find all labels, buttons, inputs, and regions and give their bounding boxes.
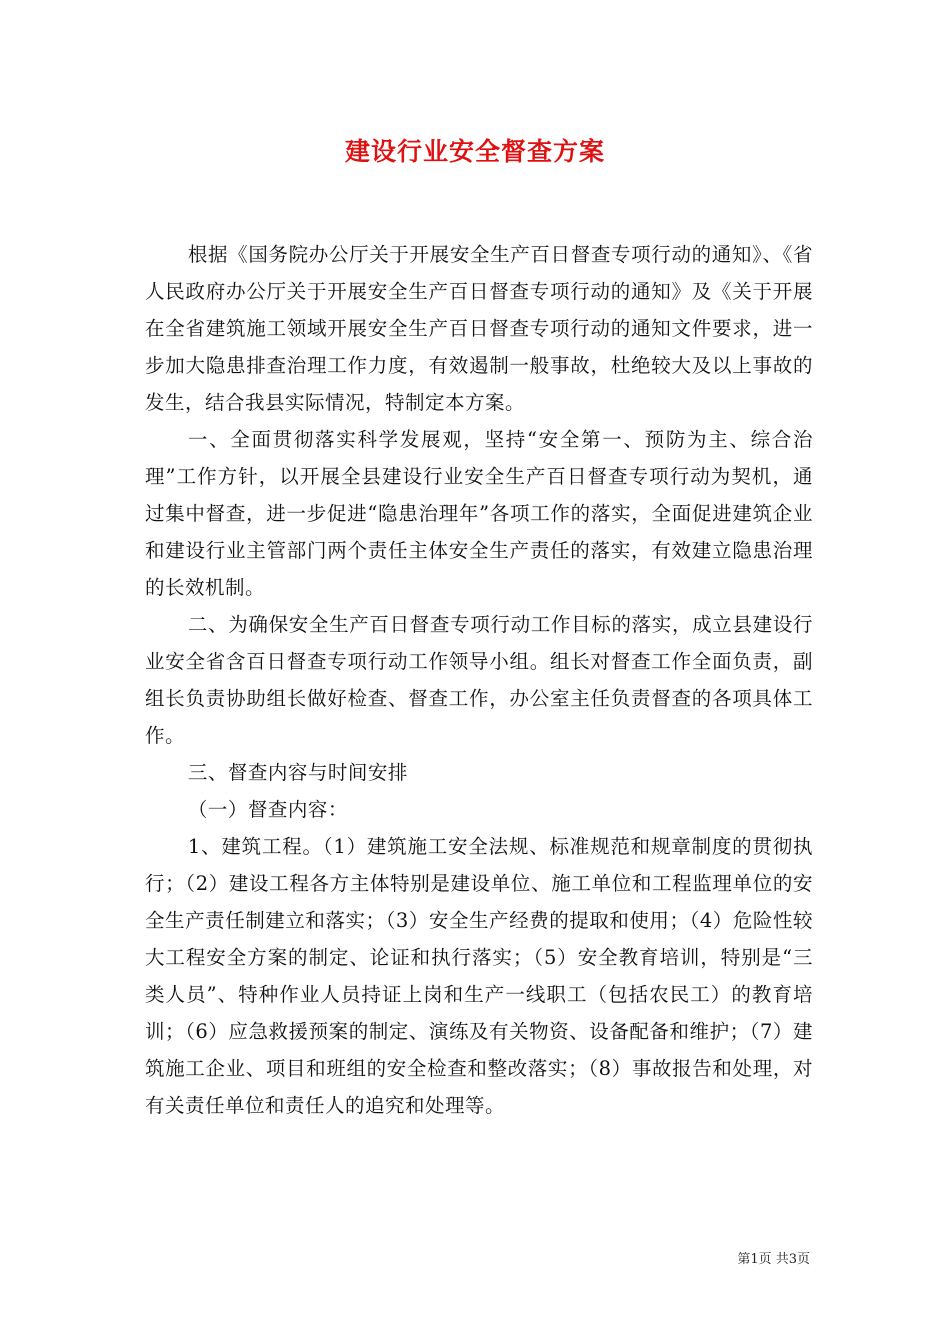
document-body	[145, 236, 813, 1124]
paragraph-section-1: 一、全面贯彻落实科学发展观，坚持“安全第一、预防为主、综合治理”工作方针，以开展全县建设行业安全生产百日督查专项行动为契机，通过集中督查，进一步促进“隐患治理年”各项工作的落实，全面促进建筑企业和建设行业主管部门两个责任主体安全生产责任的落实，有效建立隐患治理的长效机制。	[145, 428, 813, 599]
paragraph-section-3-heading: 三、督查内容与时间安排	[187, 761, 408, 784]
paragraph-section-2: 二、为确保安全生产百日督查专项行动工作目标的落实，成立县建设行业安全省含百日督查专项行动工作领导小组。组长对督查工作全面负责，副组长负责协助组长做好检查、督查工作，办公室主任负责督查的各项具体工作。	[145, 613, 813, 747]
paragraph-intro: 根据《国务院办公厅关于开展安全生产百日督查专项行动的通知》、《省人民政府办公厅关于开展安全生产百日督查专项行动的通知》及《关于开展在全省建筑施工领域开展安全生产百日督查专项行动的通知文件要求，进一步加大隐患排查治理工作力度，有效遏制一般事故，杜绝较大及以上事故的发生，结合我县实际情况，特制定本方案。	[145, 243, 813, 414]
document-title: 建设行业安全督查方案	[344, 137, 605, 166]
page-number: 第1页 共3页	[737, 1252, 810, 1267]
paragraph-subsection-heading: （一）督查内容：	[187, 798, 348, 821]
paragraph-construction-items: 1、建筑工程。（1）建筑施工安全法规、标准规范和规章制度的贯彻执行；（2）建设工程各方主体特别是建设单位、施工单位和工程监理单位的安全生产责任制建立和落实；（3）安全生产经费的提取和使用；（4）危险性较大工程安全方案的制定、论证和执行落实；（5）安全教育培训，特别是“三类人员”、特种作业人员持证上岗和生产一线职工（包括农民工）的教育培训；（6）应急救援预案的制定、演练及有关物资、设备配备和维护；（7）建筑施工企业、项目和班组的安全检查和整改落实；（8）事故报告和处理，对有关责任单位和责任人的追究和处理等。	[145, 835, 813, 1117]
